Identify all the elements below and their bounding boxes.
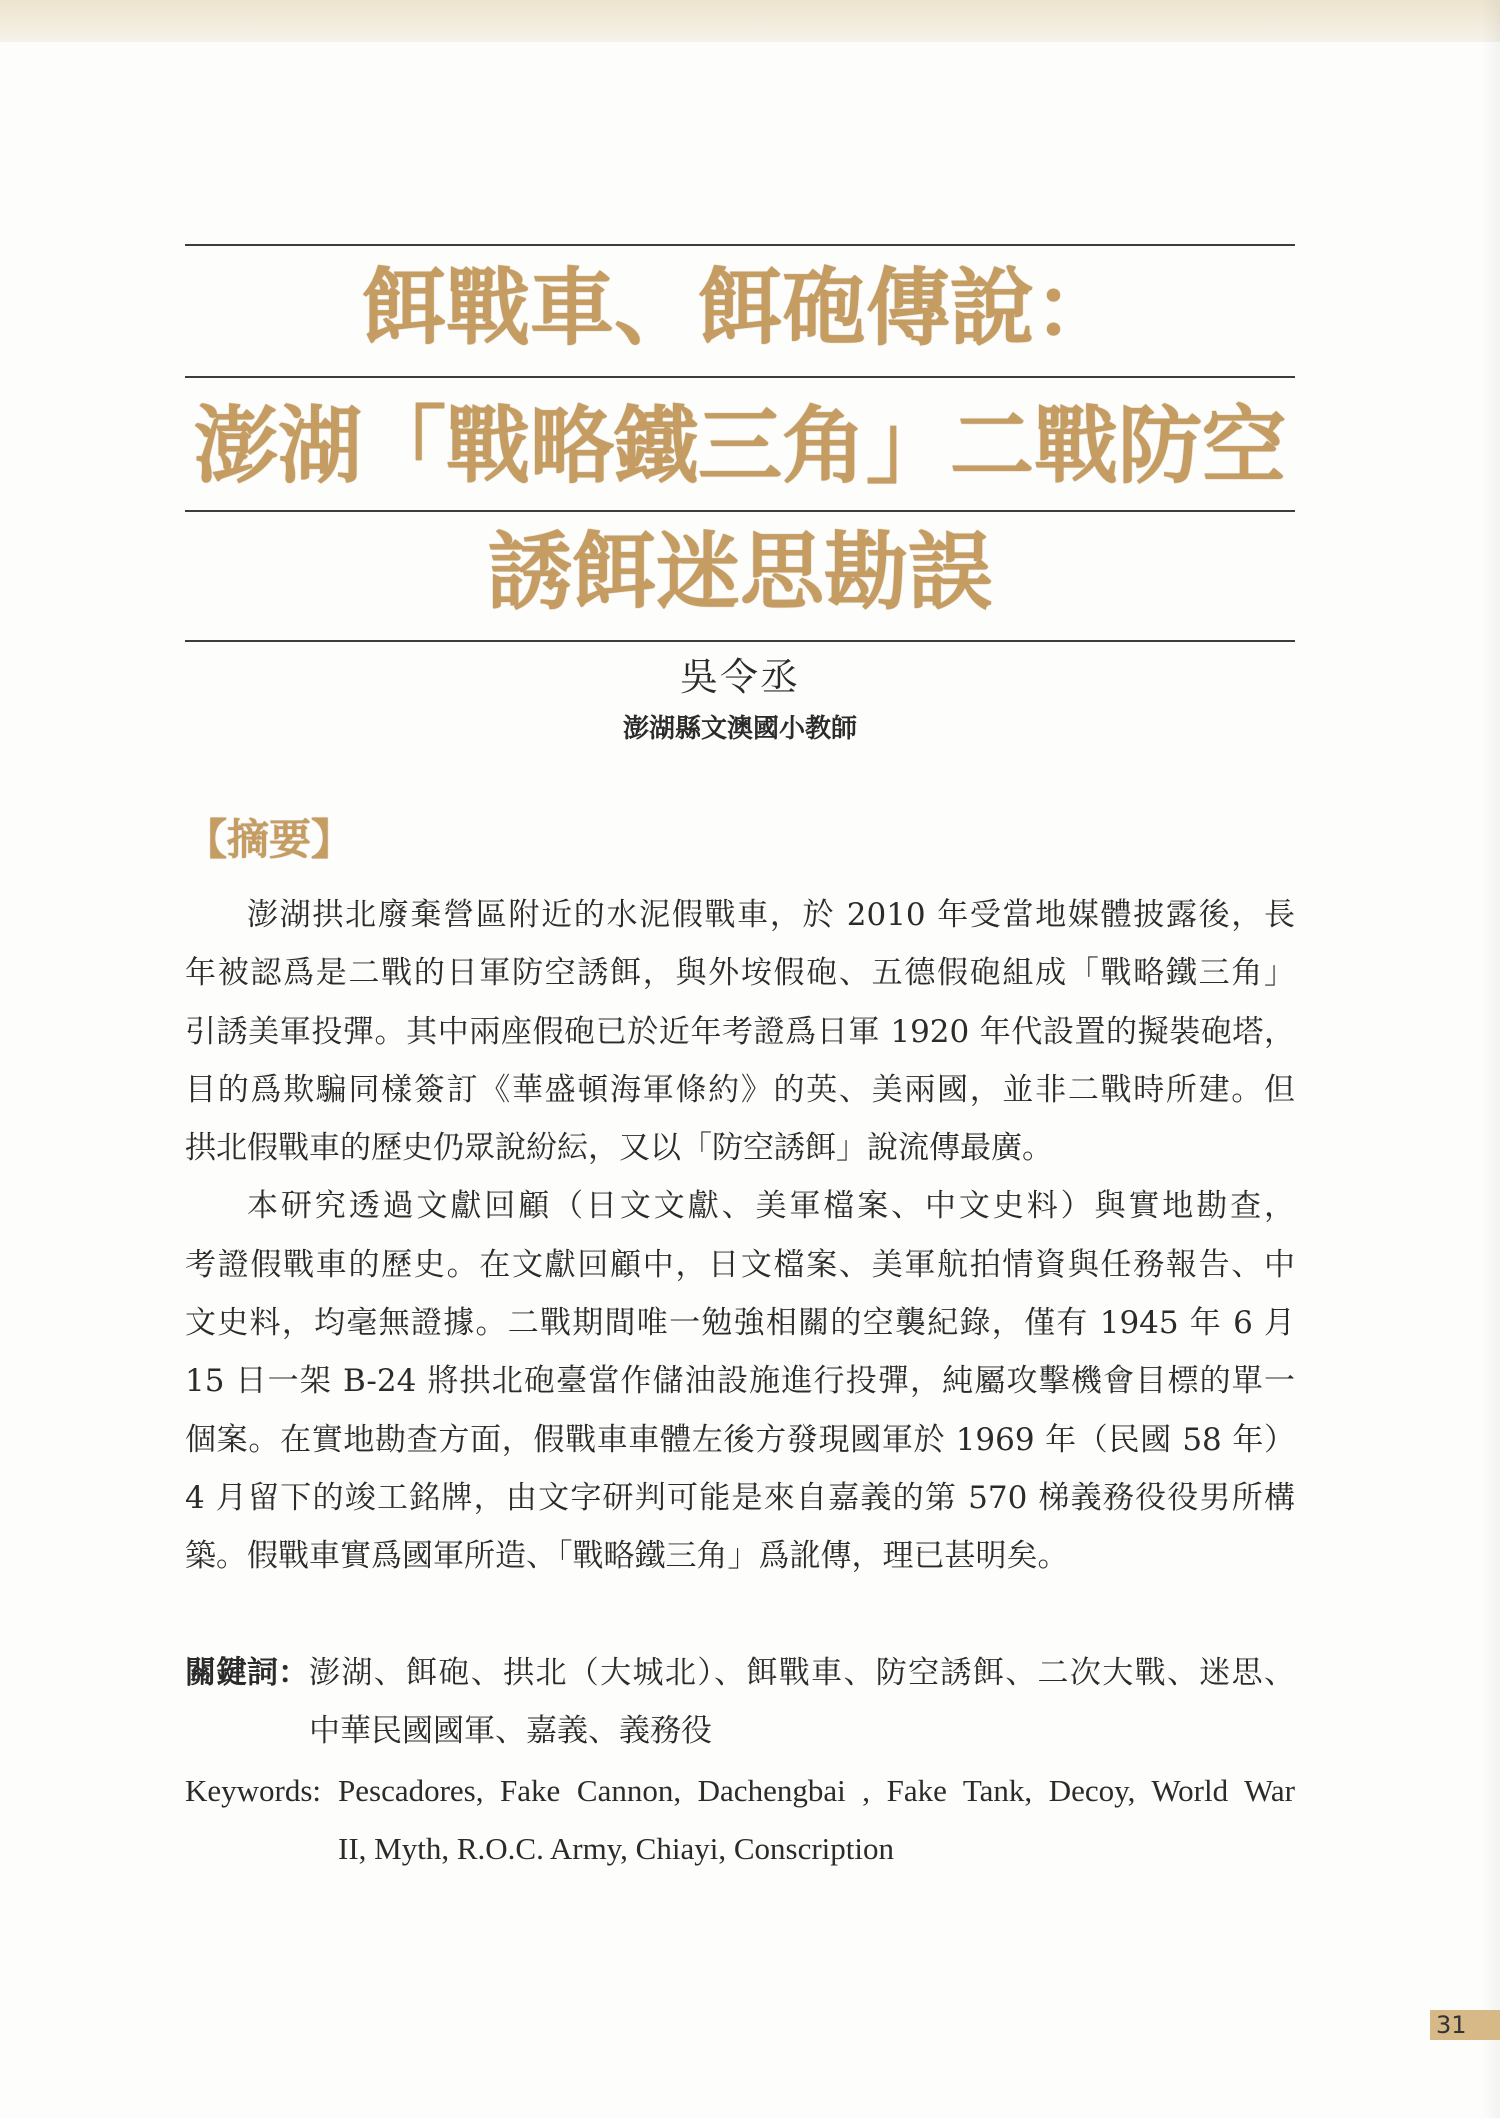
text-line: 4 月留下的竣工銘牌，由文字研判可能是來自嘉義的第 570 梯義務役役男所構 [185,1479,1295,1516]
keywords-line: 澎湖、餌砲、拱北（大城北）、餌戰車、防空誘餌、二次大戰、迷思、 [309,1655,1295,1691]
author-affiliation: 澎湖縣文澳國小教師 [622,714,857,744]
keywords-english-list [338,1762,1295,1879]
text-line: 文史料，均毫無證據。二戰期間唯一勉強相關的空襲紀錄，僅有 1945 年 6 月 [185,1305,1295,1342]
title-rule-3 [185,510,1295,512]
text-line: 考證假戰車的歷史。在文獻回顧中，日文檔案、美軍航拍情資與任務報告、中 [185,1246,1295,1283]
keywords-english-label: Keywords: [185,1773,322,1808]
title-line-2: 澎湖「戰略鐵三角」二戰防空 [193,396,1286,495]
page-number: 31 [1430,2010,1500,2040]
title-rule-bottom [185,640,1295,642]
abstract-paragraph-1 [185,886,1295,1177]
text-line: 年被認爲是二戰的日軍防空誘餌，與外垵假砲、五德假砲組成「戰略鐵三角」 [185,955,1295,992]
page-edge-shade [1482,0,1500,2118]
keywords-line: 中華民國國軍、嘉義、義務役 [309,1713,712,1750]
text-line: 築。假戰車實爲國軍所造、「戰略鐵三角」爲訛傳，理已甚明矣。 [185,1538,1069,1575]
title-rule-top [185,244,1295,246]
top-color-band [0,0,1500,42]
keywords-chinese-label: 關鍵詞： [185,1655,309,1691]
abstract-paragraph-2 [185,1177,1295,1585]
keywords-line: Pescadores, Fake Cannon, Dachengbai , Fake Tank, Decoy, World War [338,1773,1295,1808]
title-line-3: 誘餌迷思勘誤 [487,522,992,621]
abstract-heading: 【摘要】 [185,815,354,864]
title-line-1: 餌戰車、餌砲傳說： [361,258,1118,357]
text-line: 個案。在實地勘查方面，假戰車車體左後方發現國軍於 1969 年（民國 58 年） [185,1421,1295,1458]
text-line: 引誘美軍投彈。其中兩座假砲已於近年考證爲日軍 1920 年代設置的擬裝砲塔， [185,1013,1295,1050]
keywords-line: II, Myth, R.O.C. Army, Chiayi, Conscription [338,1831,894,1867]
text-line: 15 日一架 B-24 將拱北砲臺當作儲油設施進行投彈，純屬攻擊機會目標的單一 [185,1363,1295,1400]
keywords-chinese-list [309,1644,1295,1761]
keywords-chinese [185,1644,1295,1761]
keywords-english [185,1762,1295,1879]
text-line: 拱北假戰車的歷史仍眾說紛紜，又以「防空誘餌」說流傳最廣。 [185,1130,1053,1167]
text-line: 本研究透過文獻回顧（日文文獻、美軍檔案、中文史料）與實地勘查， [247,1188,1295,1225]
abstract-body [185,886,1295,1586]
title-rule-2 [185,376,1295,378]
text-line: 目的爲欺騙同樣簽訂《華盛頓海軍條約》的英、美兩國，並非二戰時所建。但 [185,1071,1295,1108]
text-line: 澎湖拱北廢棄營區附近的水泥假戰車，於 2010 年受當地媒體披露後，長 [247,897,1295,933]
author-name: 吳令丞 [679,655,800,699]
